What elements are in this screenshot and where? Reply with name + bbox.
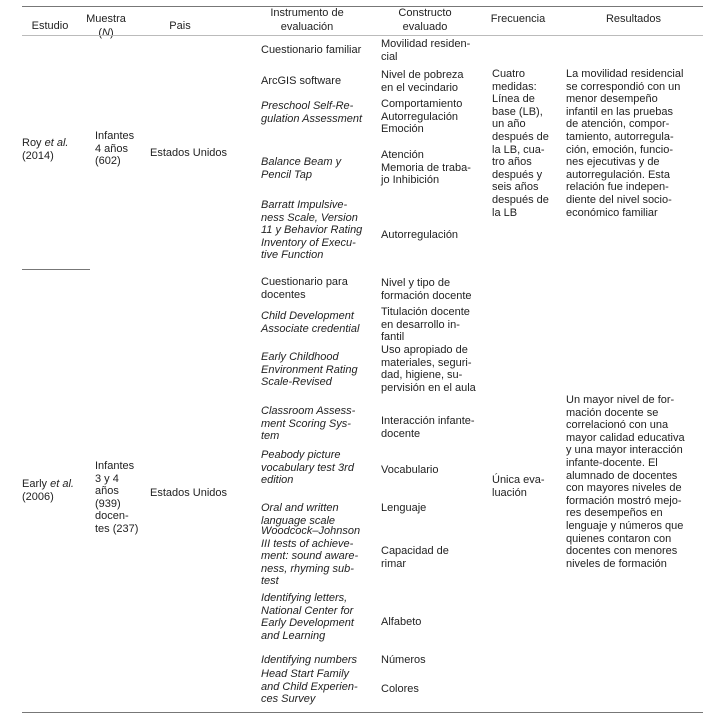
instrument-item: Cuestionario para docentes [261, 276, 348, 301]
construct-item: Lenguaje [381, 502, 427, 514]
header-estudio: Estudio [31, 20, 69, 32]
construct-item: Vocabulario [381, 464, 439, 476]
bottom-rule [22, 712, 703, 713]
country-cell: Estados Unidos [150, 487, 228, 499]
construct-item: Autorregulación [381, 229, 459, 241]
instrument-item: Peabody picture vocabulary test 3rd edition [261, 449, 354, 487]
instrument-item: Identifying numbers [261, 654, 357, 666]
instrument-item: Early Childhood Environment Rating Scale-Revised [261, 351, 358, 389]
study-author: Roy [22, 137, 45, 149]
instrument-item: Preschool Self-Re- gulation Assessment [261, 100, 363, 125]
construct-item: Capacidad de rimar [381, 545, 449, 570]
construct-item: Interacción infante- docente [381, 415, 475, 440]
instrument-item: Oral and written language scale [261, 502, 339, 527]
instrument-item: Identifying letters, National Center for Early Development and Learning [261, 592, 354, 642]
instrument-item: Head Start Family and Child Experien- ces Survey [261, 668, 358, 706]
study-citation [22, 478, 92, 503]
construct-item: Números [381, 654, 426, 666]
instrument-item: Child Development Associate credential [261, 310, 360, 335]
header-constructo: Constructo evaluado [398, 7, 452, 33]
construct-item: Movilidad residen- cial [381, 38, 471, 63]
instrument-item: Balance Beam y Pencil Tap [261, 156, 342, 181]
instrument-item: Barratt Impulsive- ness Scale, Version 11 y Behavior Rating Inventory of Execu- tive Function [261, 199, 363, 262]
top-rule [22, 6, 703, 7]
row-divider [22, 269, 90, 270]
study-year: (2006) [22, 490, 54, 503]
header-rule [22, 35, 703, 36]
frequency-cell: Única eva- luación [492, 474, 545, 499]
study-etal: et al. [44, 137, 69, 149]
construct-item: Titulación docente en desarrollo in- fantil [381, 306, 470, 344]
results-cell: La movilidad residencial se correspondió con un menor desempeño infantil en las pruebas de atención, compor- tamiento, autorregula- ción, emoción, funcio- nes ejecutivas y de autorregulación. Esta relación fue indepen- diente del nivel socio- económico familiar [566, 68, 684, 219]
instrument-item: Classroom Assess- ment Scoring Sys- tem [261, 405, 356, 443]
country-cell: Estados Unidos [150, 147, 228, 159]
results-cell: Un mayor nivel de for- mación docente se correlacionó con una mayor calidad educativa y una mayor interacción infante-docente. El alumnado de docentes con mayores niveles de formación mostró mejo- res desempeños en lenguaje y números que quienes contaron con docentes con menores niveles de formación [566, 394, 685, 570]
construct-item: Nivel de pobreza en el vecindario [381, 69, 464, 94]
header-resultados: Resultados [605, 13, 662, 25]
construct-item: Atención Memoria de traba- jo Inhibición [381, 149, 471, 187]
construct-item: Comportamiento Autorregulación Emoción [381, 98, 463, 136]
study-citation [22, 137, 92, 162]
study-etal: et al. [50, 478, 74, 490]
construct-item: Colores [381, 683, 419, 695]
sample-cell: Infantes 3 y 4 años (939) docen- tes (237) [95, 460, 139, 535]
sample-cell: Infantes 4 años (602) [95, 130, 135, 168]
frequency-cell: Cuatro medidas: Línea de base (LB), un año después de la LB, cua- tro años después y seis años después de la LB [492, 68, 549, 219]
header-muestra-n: N [102, 27, 110, 39]
header-frecuencia: Frecuencia [490, 13, 546, 25]
instrument-item: Cuestionario familiar [261, 44, 362, 56]
header-muestra-label: Muestra [86, 13, 126, 25]
header-instrumento: Instrumento de evaluación [270, 7, 344, 33]
study-year: (2014) [22, 149, 54, 162]
study-author: Early [22, 478, 51, 490]
header-pais: Pais [169, 20, 191, 32]
instrument-item: Woodcock–Johnson III tests of achieve- ment: sound aware- ness, rhyming sub- test [261, 525, 361, 588]
header-muestra: Muestra (N) [86, 13, 126, 39]
construct-item: Uso apropiado de materiales, seguri- dad, higiene, su- pervisión en el aula [381, 344, 476, 394]
construct-item: Nivel y tipo de formación docente [381, 277, 472, 302]
instrument-item: ArcGIS software [261, 75, 342, 87]
construct-item: Alfabeto [381, 616, 422, 628]
